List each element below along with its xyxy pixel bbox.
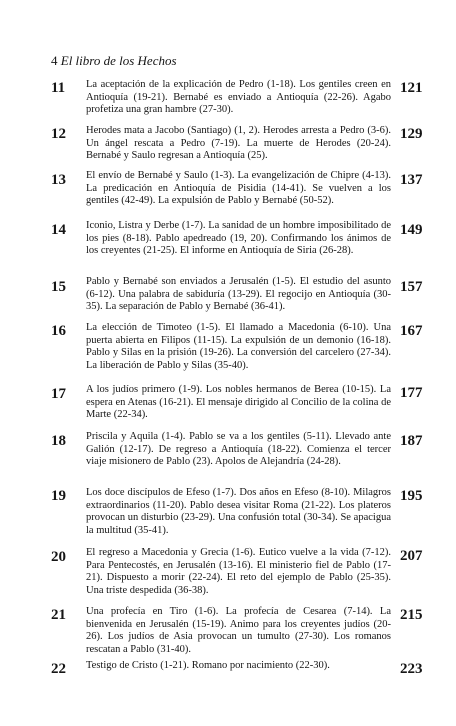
chapter-summary: Una profecía en Tiro (1-6). La profecía de Cesarea (7-14). La bienvenida en Jerusalén (15-19). Animo para los creyentes judíos (20-26). Los judíos de Asia provocan un tumulto (27-30). Los romanos rescatan a Pablo (31-40). bbox=[86, 606, 391, 655]
chapter-number: 16 bbox=[51, 323, 66, 339]
chapter-number: 17 bbox=[51, 386, 66, 402]
chapter-summary: El regreso a Macedonia y Grecia (1-6). Eutico vuelve a la vida (7-12). Para Pentecostés, en Jerusalén (13-16). El ministerio fiel de Pablo (17-21). Dispuesto a morir (22-24). El reto del ejemplo de Pablo (25-35). Una triste despedida (36-38). bbox=[86, 547, 391, 596]
chapter-summary: Iconio, Listra y Derbe (1-7). La sanidad de un hombre imposibilitado de los pies (8-18). Pablo apedreado (19, 20). Confirmando los ánimos de los creyentes (21-25). El informe en Antioquía de Siria (26-28). bbox=[86, 220, 391, 257]
chapter-number: 13 bbox=[51, 172, 66, 188]
chapter-number: 12 bbox=[51, 126, 66, 142]
chapter-number: 21 bbox=[51, 607, 66, 623]
chapter-summary: Priscila y Aquila (1-4). Pablo se va a los gentiles (5-11). Llevado ante Galión (12-17). De regreso a Antioquía (18-22). Comienza el tercer viaje misionero de Pablo (23). Apolos de Alejandría (24-28). bbox=[86, 431, 391, 468]
chapter-number: 11 bbox=[51, 80, 66, 96]
page-reference: 137 bbox=[400, 172, 423, 188]
chapter-summary: Los doce discípulos de Efeso (1-7). Dos años en Efeso (8-10). Milagros extraordinarios (11-20). Pablo desea visitar Roma (21-22). Los plateros provocan un disturbio (23-29). Una confusión total (30-34). Se apacigua la multitud (35-41). bbox=[86, 487, 391, 536]
chapter-number: 14 bbox=[51, 222, 66, 238]
chapter-summary: A los judíos primero (1-9). Los nobles hermanos de Berea (10-15). La espera en Atenas (16-21). El mensaje dirigido al Concilio de la colina de Marte (22-34). bbox=[86, 384, 391, 421]
chapter-number: 15 bbox=[51, 279, 66, 295]
page-reference: 215 bbox=[400, 607, 423, 623]
chapter-summary: La aceptación de la explicación de Pedro (1-18). Los gentiles creen en Antioquía (19-21). Bernabé es enviado a Antioquía (22-26). Agabo profetiza una gran hambre (27-30). bbox=[86, 79, 391, 116]
page-reference: 187 bbox=[400, 433, 423, 449]
chapter-number: 19 bbox=[51, 488, 66, 504]
chapter-number: 18 bbox=[51, 433, 66, 449]
running-header bbox=[51, 53, 177, 69]
page-reference: 223 bbox=[400, 661, 423, 677]
chapter-summary: Pablo y Bernabé son enviados a Jerusalén (1-5). El estudio del asunto (6-12). Una palabra de sabiduría (13-29). El regocijo en Antioquía (30-35). La separación de Pablo y Bernabé (36-41). bbox=[86, 276, 391, 313]
page-reference: 129 bbox=[400, 126, 423, 142]
chapter-summary: Testigo de Cristo (1-21). Romano por nacimiento (22-30). bbox=[86, 660, 330, 671]
page-reference: 167 bbox=[400, 323, 423, 339]
chapter-number: 20 bbox=[51, 549, 66, 565]
header-title: El libro de los Hechos bbox=[60, 53, 177, 68]
page-reference: 177 bbox=[400, 385, 423, 401]
header-page-number: 4 bbox=[51, 53, 58, 68]
page-reference: 149 bbox=[400, 222, 423, 238]
chapter-summary: Herodes mata a Jacobo (Santiago) (1, 2). Herodes arresta a Pedro (3-6). Un ángel rescata a Pedro (7-19). La muerte de Herodes (20-24). Bernabé y Saulo regresan a Antioquía (25). bbox=[86, 125, 391, 162]
page-reference: 195 bbox=[400, 488, 423, 504]
chapter-summary: El envío de Bernabé y Saulo (1-3). La evangelización de Chipre (4-13). La predicación en Antioquía de Pisidia (14-41). Se vuelven a los gentiles (42-49). La expulsión de Pablo y Bernabé (50-52). bbox=[86, 170, 391, 207]
chapter-summary: La elección de Timoteo (1-5). El llamado a Macedonia (6-10). Una puerta abierta en Filipos (11-15). La expulsión de un demonio (16-18). Pablo y Silas en la prisión (19-26). La conversión del carcelero (27-34). La liberación de Pablo y Silas (35-40). bbox=[86, 322, 391, 371]
page-reference: 121 bbox=[400, 80, 423, 96]
page-reference: 207 bbox=[400, 548, 423, 564]
chapter-number: 22 bbox=[51, 661, 66, 677]
page-reference: 157 bbox=[400, 279, 423, 295]
